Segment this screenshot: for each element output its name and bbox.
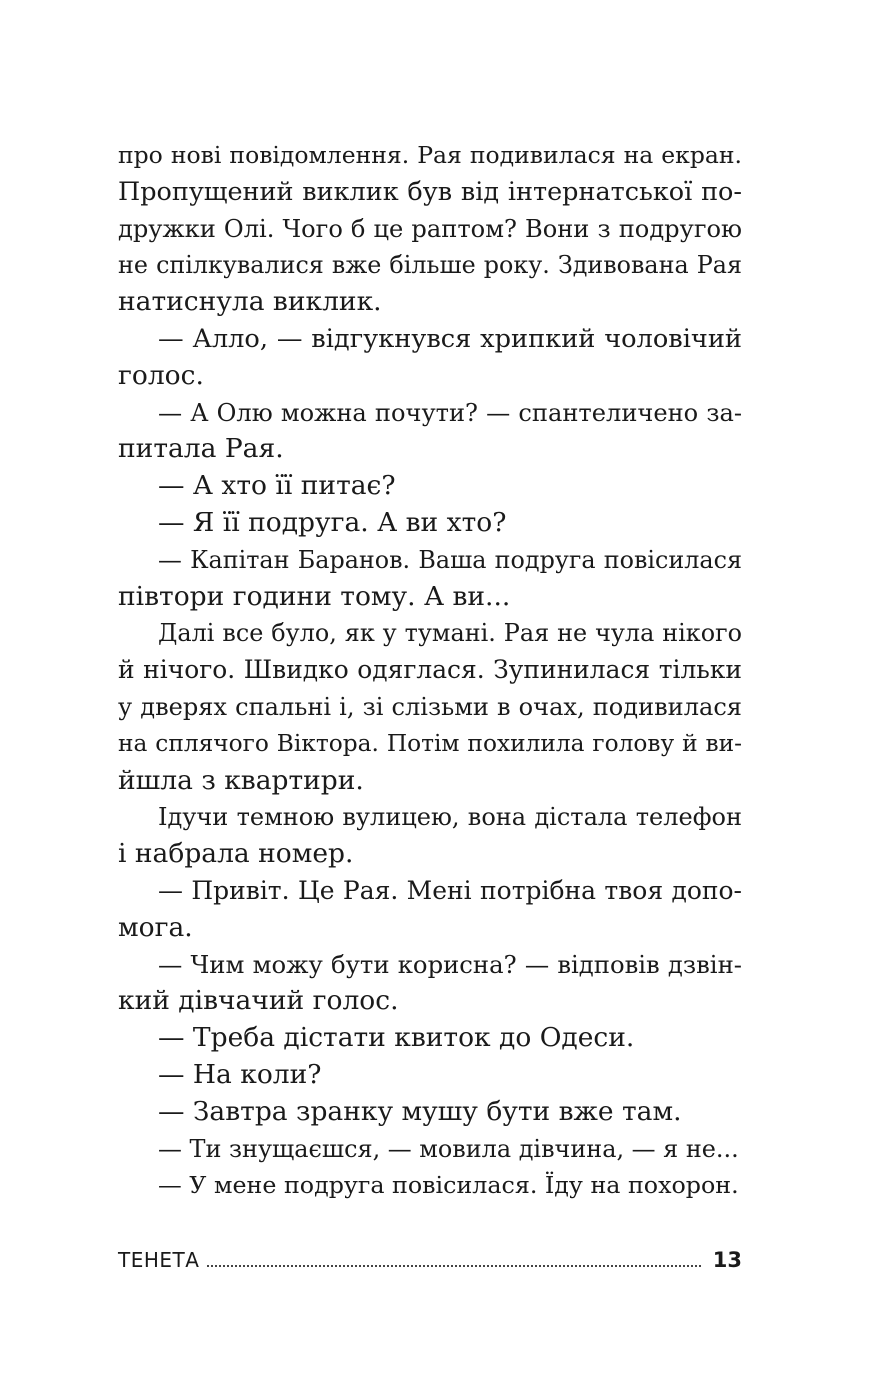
text-line: — Ти знущаєшся, — мовила дівчина, — я не...	[158, 1134, 739, 1163]
text-line: — А хто її питає?	[158, 470, 396, 502]
page-number: 13	[712, 1248, 742, 1272]
text-line: — Привіт. Це Рая. Мені потрібна твоя допо-	[158, 875, 742, 905]
text-line: натиснула виклик.	[118, 286, 382, 318]
text-line: — Алло, — відгукнувся хрипкий чоловічий	[158, 323, 742, 354]
text-line: на сплячого Віктора. Потім похилила голову й ви-	[118, 729, 742, 757]
text-line: — Я її подруга. А ви хто?	[158, 506, 507, 538]
text-line: півтори години тому. А ви...	[118, 580, 511, 612]
text-line: Ідучи темною вулицею, вона дістала телефон	[158, 803, 742, 832]
running-title: ТЕНЕТА	[118, 1248, 200, 1272]
text-line: не спілкувалися вже більше року. Здивована Рая	[118, 251, 742, 280]
text-line: — У мене подруга повісилася. Їду на похорон.	[158, 1171, 739, 1200]
text-line: — Капітан Баранов. Ваша подруга повісилася	[158, 545, 742, 574]
text-line: йшла з квартири.	[118, 764, 364, 796]
dotted-leader	[207, 1265, 700, 1267]
text-line: Далі все було, як у тумані. Рая не чула нікого	[158, 619, 742, 648]
text-line: про нові повідомлення. Рая подивилася на екран.	[118, 141, 742, 169]
text-line: дружки Олі. Чого б це раптом? Вони з подругою	[118, 214, 742, 243]
text-line: голос.	[118, 359, 204, 391]
page-footer	[118, 1240, 742, 1272]
text-line: у дверях спальні і, зі слізьми в очах, подивилася	[118, 692, 742, 721]
text-line: Пропущений виклик був від інтернатської по-	[118, 176, 742, 207]
text-line: кий дівчачий голос.	[118, 985, 399, 1017]
text-line: питала Рая.	[118, 433, 284, 465]
text-line: й нічого. Швидко одяглася. Зупинилася тільки	[118, 655, 742, 685]
text-line: — Чим можу бути корисна? — відповів дзвін-	[158, 949, 742, 979]
text-line: мога.	[118, 911, 193, 943]
text-line: і набрала номер.	[118, 838, 354, 870]
text-line: — Треба дістати квиток до Одеси.	[158, 1022, 635, 1054]
body-text	[118, 137, 742, 1204]
text-line: — Завтра зранку мушу бути вже там.	[158, 1095, 682, 1127]
text-line: — А Олю можна почути? — спантеличено за-	[158, 398, 742, 427]
text-line: — На коли?	[158, 1058, 322, 1090]
